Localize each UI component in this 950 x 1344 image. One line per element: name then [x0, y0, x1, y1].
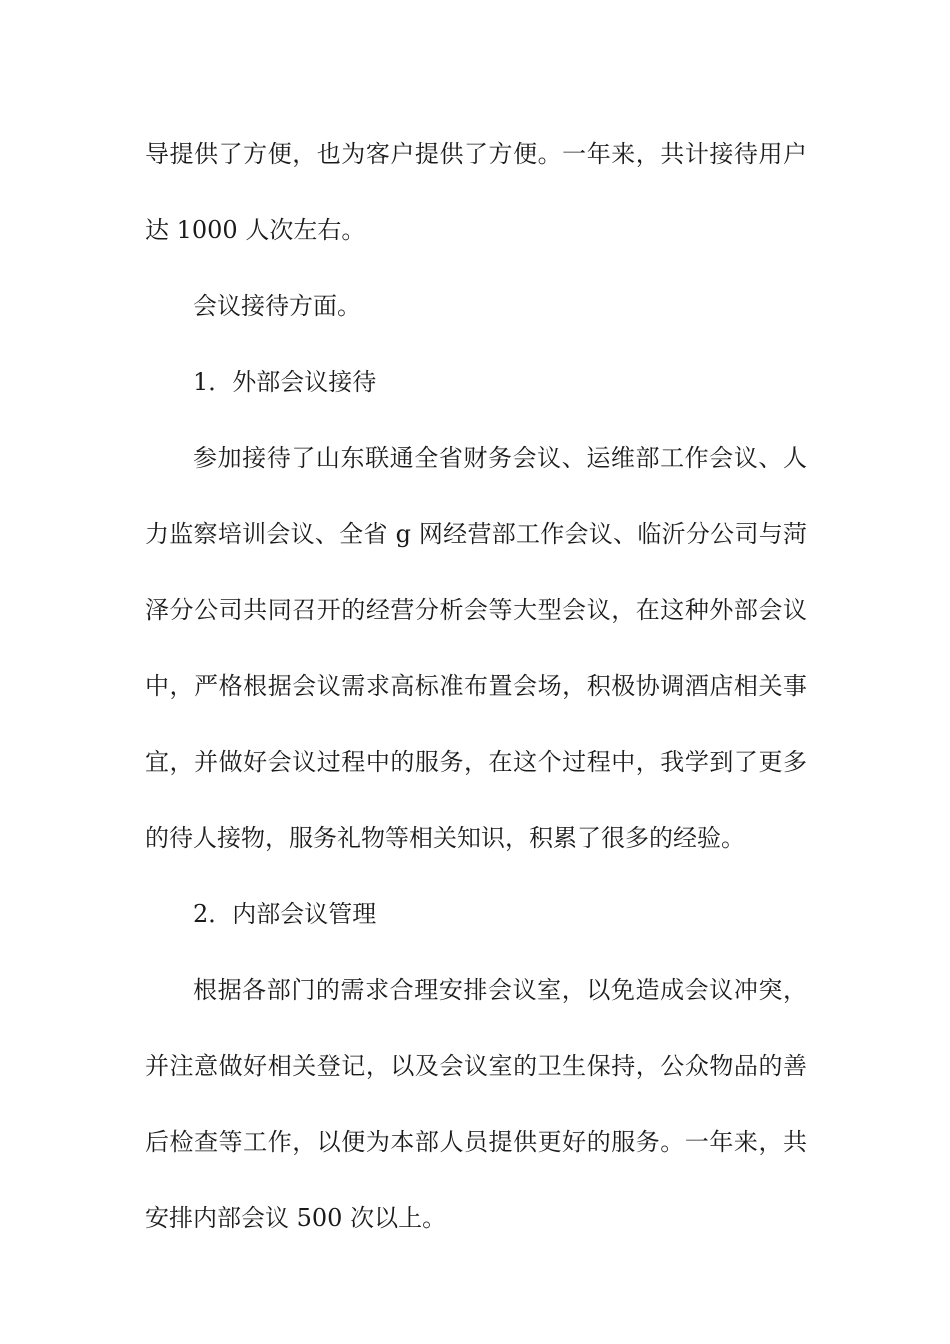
text-line: 根据各部门的需求合理安排会议室，以免造成会议冲突， — [193, 976, 807, 1004]
text-line: 并注意做好相关登记，以及会议室的卫生保持，公众物品的善 — [145, 1052, 807, 1080]
document-body — [145, 128, 807, 1268]
text-line: 参加接待了山东联通全省财务会议、运维部工作会议、人 — [193, 444, 807, 472]
text-line: 达 1000 人次左右。 — [145, 216, 366, 244]
text-line: 后检查等工作，以便为本部人员提供更好的服务。一年来，共 — [145, 1128, 807, 1156]
text-line: 的待人接物，服务礼物等相关知识，积累了很多的经验。 — [145, 824, 745, 852]
subsection-heading: 1．外部会议接待 — [193, 368, 377, 396]
text-line: 力监察培训会议、全省 g 网经营部工作会议、临沂分公司与菏 — [145, 520, 807, 548]
subsection-heading: 2．内部会议管理 — [193, 900, 377, 928]
text-line: 中，严格根据会议需求高标准布置会场，积极协调酒店相关事 — [145, 672, 807, 700]
text-line: 导提供了方便，也为客户提供了方便。一年来，共计接待用户 — [145, 140, 807, 168]
text-line: 泽分公司共同召开的经营分析会等大型会议，在这种外部会议 — [145, 596, 807, 624]
text-line: 安排内部会议 500 次以上。 — [145, 1204, 447, 1232]
text-line: 宜，并做好会议过程中的服务，在这个过程中，我学到了更多 — [145, 748, 807, 776]
section-heading: 会议接待方面。 — [193, 292, 361, 320]
